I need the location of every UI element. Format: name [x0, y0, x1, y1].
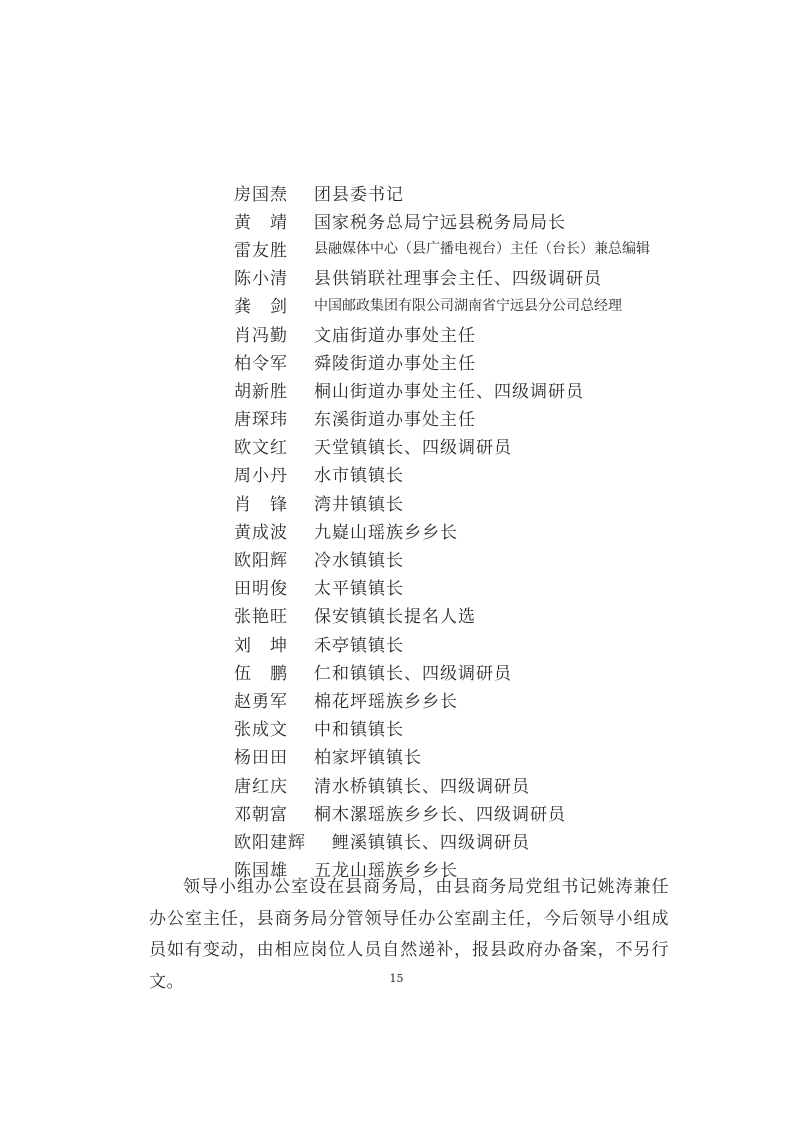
member-title: 仁和镇镇长、四级调研员 — [314, 663, 512, 684]
member-name: 周小丹 — [234, 466, 288, 487]
member-name: 赵勇军 — [234, 691, 288, 712]
member-title: 禾亭镇镇长 — [314, 635, 404, 656]
member-title: 县供销联社理事会主任、四级调研员 — [314, 269, 602, 290]
member-row — [234, 347, 754, 375]
member-name: 张艳旺 — [234, 607, 288, 628]
member-name: 欧阳建辉 — [234, 832, 306, 853]
member-row — [234, 714, 754, 742]
member-row — [234, 629, 754, 657]
member-name: 肖 锋 — [234, 494, 288, 515]
member-title: 鲤溪镇镇长、四级调研员 — [332, 832, 530, 853]
member-name: 田明俊 — [234, 579, 288, 600]
member-title: 太平镇镇长 — [314, 579, 404, 600]
member-title: 九嶷山瑶族乡乡长 — [314, 522, 458, 543]
member-title: 棉花坪瑶族乡乡长 — [314, 691, 458, 712]
member-name: 雷友胜 — [234, 240, 288, 261]
member-row — [234, 798, 754, 826]
member-title: 中和镇镇长 — [314, 720, 404, 741]
page-number: 15 — [389, 972, 404, 985]
member-row — [234, 742, 754, 770]
member-title: 桐木漯瑶族乡乡长、四级调研员 — [314, 804, 566, 825]
member-title: 清水桥镇镇长、四级调研员 — [314, 776, 530, 797]
member-name: 刘 坤 — [234, 635, 288, 656]
member-row — [234, 685, 754, 713]
member-row — [234, 657, 754, 685]
member-name: 邓朝富 — [234, 804, 288, 825]
member-name: 伍 鹏 — [234, 663, 288, 684]
member-row — [234, 770, 754, 798]
member-title: 水市镇镇长 — [314, 466, 404, 487]
member-name: 唐红庆 — [234, 776, 288, 797]
member-row — [234, 516, 754, 544]
member-row — [234, 460, 754, 488]
member-title: 柏家坪镇镇长 — [314, 748, 422, 769]
member-title: 天堂镇镇长、四级调研员 — [314, 438, 512, 459]
member-name: 欧文红 — [234, 438, 288, 459]
member-row — [234, 544, 754, 572]
member-name: 陈国雄 — [234, 861, 288, 882]
member-row — [234, 234, 754, 262]
member-row — [234, 404, 754, 432]
member-title: 中国邮政集团有限公司湖南省宁远县分公司总经理 — [314, 297, 622, 314]
member-title: 国家税务总局宁远县税务局局长 — [314, 212, 566, 233]
member-list — [234, 178, 754, 883]
member-name: 房国焘 — [234, 184, 288, 205]
member-title: 团县委书记 — [314, 184, 404, 205]
member-row — [234, 601, 754, 629]
member-name: 杨田田 — [234, 748, 288, 769]
member-name: 欧阳辉 — [234, 551, 288, 572]
member-name: 柏令军 — [234, 353, 288, 374]
member-row — [234, 375, 754, 403]
office-paragraph: 领导小组办公室设在县商务局，由县商务局党组书记姚涛兼任办公室主任，县商务局分管领导任办公室副主任，今后领导小组成员如有变动，由相应岗位人员自然递补，报县政府办备案，不另行文。 — [149, 877, 669, 992]
member-title: 县融媒体中心（县广播电视台）主任（台长）兼总编辑 — [314, 241, 650, 258]
member-name: 黄成波 — [234, 522, 288, 543]
member-row — [234, 178, 754, 206]
member-row — [234, 319, 754, 347]
member-name: 唐琛玮 — [234, 410, 288, 431]
member-row — [234, 263, 754, 291]
member-title: 五龙山瑶族乡乡长 — [314, 861, 458, 882]
member-title: 文庙街道办事处主任 — [314, 325, 476, 346]
member-name: 胡新胜 — [234, 381, 288, 402]
member-name: 陈小清 — [234, 269, 288, 290]
member-title: 桐山街道办事处主任、四级调研员 — [314, 381, 584, 402]
member-title: 东溪街道办事处主任 — [314, 410, 476, 431]
member-name: 龚 剑 — [234, 297, 288, 318]
member-row — [234, 291, 754, 319]
member-name: 黄 靖 — [234, 212, 288, 233]
member-name: 张成文 — [234, 720, 288, 741]
member-row — [234, 432, 754, 460]
member-row — [234, 573, 754, 601]
member-row — [234, 206, 754, 234]
member-row — [234, 826, 754, 854]
member-name: 肖冯勤 — [234, 325, 288, 346]
member-title: 舜陵街道办事处主任 — [314, 353, 476, 374]
member-title: 冷水镇镇长 — [314, 551, 404, 572]
member-title: 保安镇镇长提名人选 — [314, 607, 476, 628]
member-title: 湾井镇镇长 — [314, 494, 404, 515]
member-row — [234, 488, 754, 516]
